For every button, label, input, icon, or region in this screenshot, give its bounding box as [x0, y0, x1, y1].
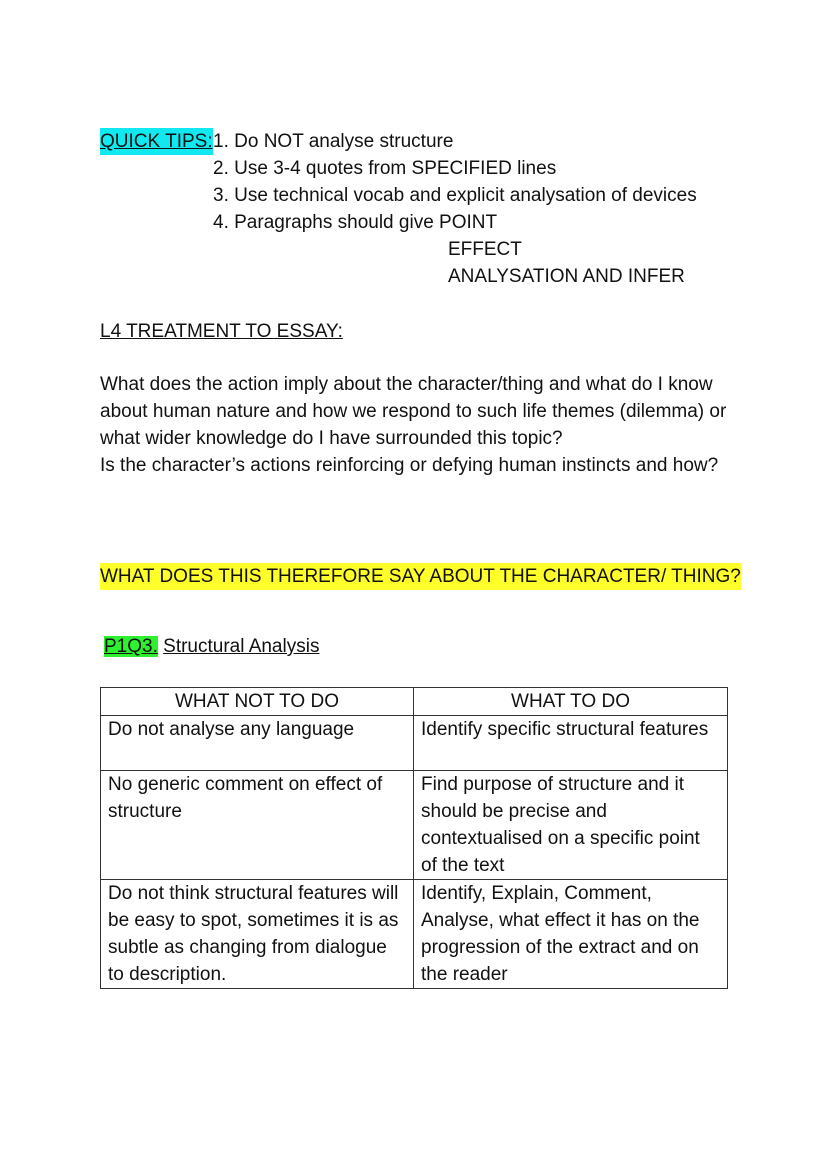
p1q3-title: Structural Analysis: [163, 636, 320, 657]
table-header-row: [101, 688, 728, 716]
table-header: WHAT TO DO: [414, 688, 728, 716]
quick-tips-label: QUICK TIPS:: [100, 128, 213, 155]
quick-tip-item: 4. Paragraphs should give POINT: [213, 212, 498, 233]
table-row: [101, 771, 728, 880]
quick-tip-item: 1. Do NOT analyse structure: [213, 131, 454, 152]
l4-highlight-question: WHAT DOES THIS THEREFORE SAY ABOUT THE CHARACTER/ THING?: [100, 563, 741, 590]
table-cell: Find purpose of structure and it should be precise and contextualised on a specific point of the text: [414, 771, 728, 880]
structural-analysis-table: [100, 687, 728, 989]
l4-paragraph: Is the character’s actions reinforcing or defying human instincts and how?: [100, 455, 719, 476]
l4-body: [100, 371, 730, 479]
table-cell: No generic comment on effect of structure: [101, 771, 414, 880]
quick-tip-sub-item: ANALYSATION AND INFER: [448, 266, 685, 287]
p1q3-code: P1Q3.: [104, 636, 158, 657]
quick-tip-item: 3. Use technical vocab and explicit analysation of devices: [213, 185, 697, 206]
l4-paragraph: What does the action imply about the character/thing and what do I know about human nature and how we respond to such life themes (dilemma) or what wider knowledge do I have surrounded this topic?: [100, 374, 727, 449]
table-cell: Identify specific structural features: [414, 716, 728, 771]
table-cell: Do not analyse any language: [101, 716, 414, 771]
quick-tip-item: 2. Use 3-4 quotes from SPECIFIED lines: [213, 158, 557, 179]
quick-tip-sub-item: EFFECT: [448, 239, 522, 260]
table-header: WHAT NOT TO DO: [101, 688, 414, 716]
table-cell: Do not think structural features will be easy to spot, sometimes it is as subtle as changing from dialogue to description.: [101, 880, 414, 989]
l4-heading: L4 TREATMENT TO ESSAY:: [100, 321, 343, 342]
table-cell: Identify, Explain, Comment, Analyse, what effect it has on the progression of the extract and on the reader: [414, 880, 728, 989]
table-row: [101, 880, 728, 989]
p1q3-heading: [104, 633, 319, 660]
table-row: [101, 716, 728, 771]
